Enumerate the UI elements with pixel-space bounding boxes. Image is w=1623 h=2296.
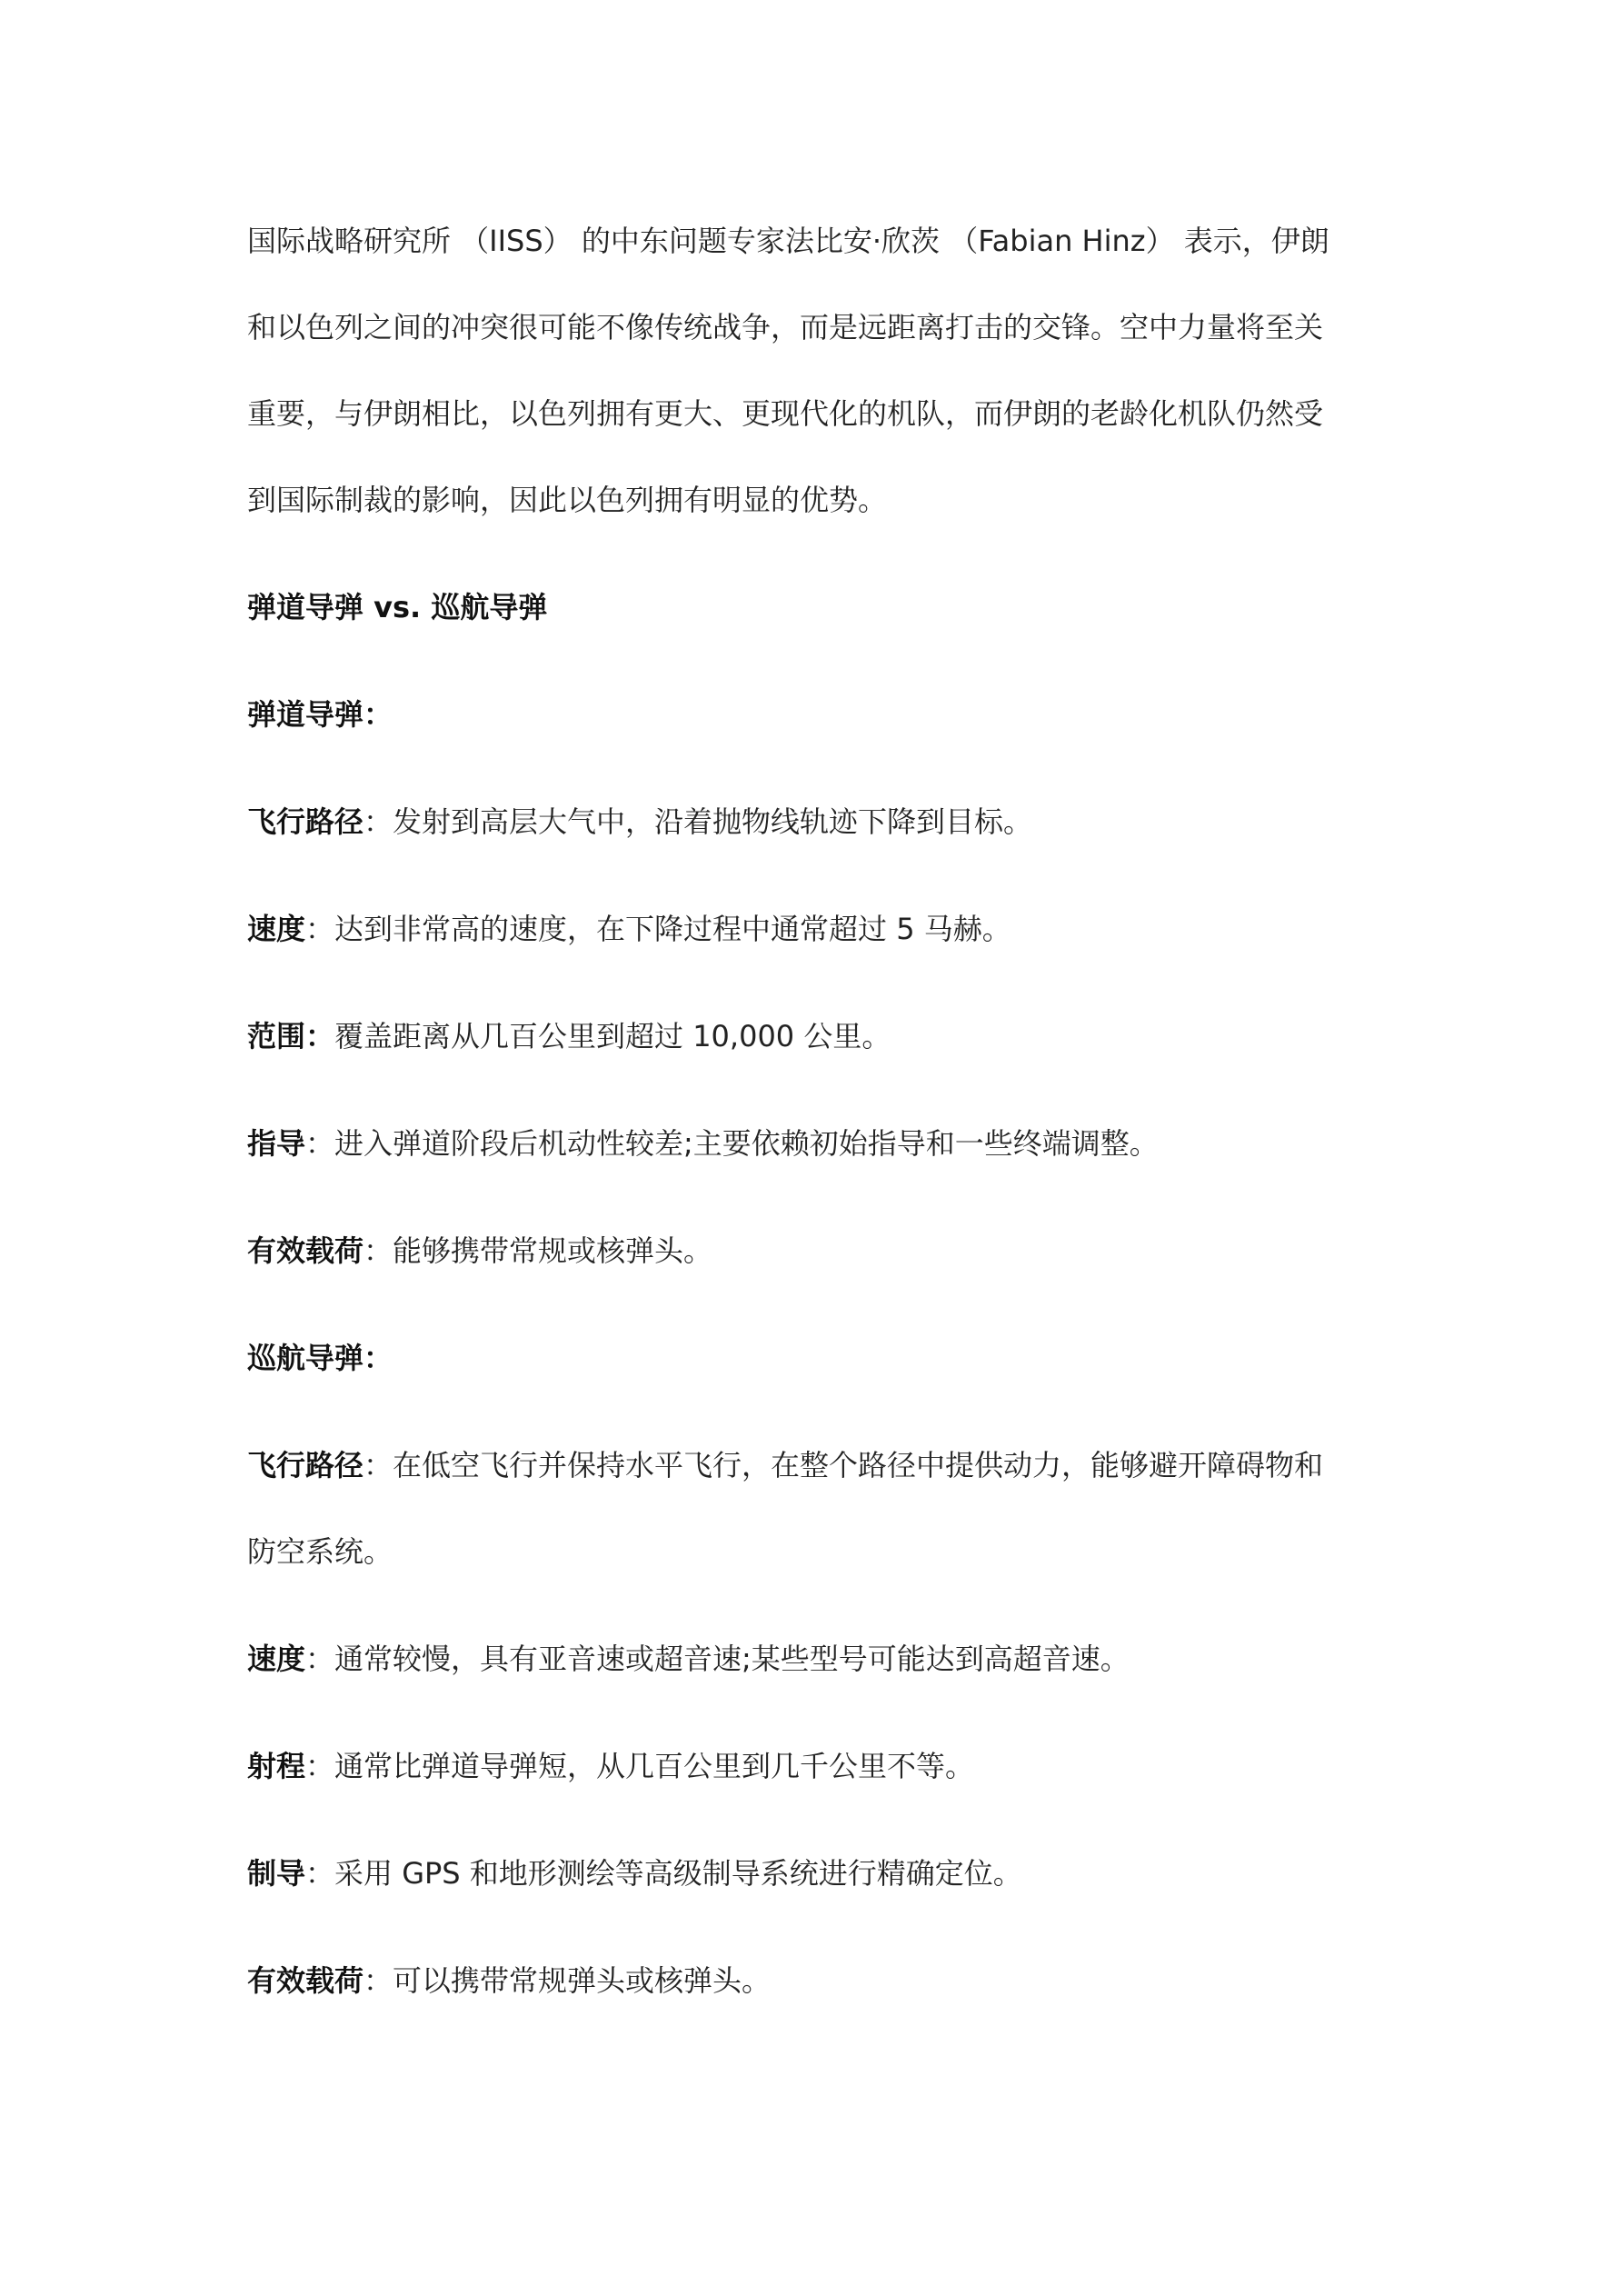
term-text: ：可以携带常规弹头或核弹头。 — [363, 1963, 772, 1998]
term-text: 覆盖距离从几百公里到超过 10,000 公里。 — [334, 1019, 891, 1053]
term-label: 速度 — [247, 1642, 306, 1676]
term-text: ：发射到高层大气中，沿着抛物线轨迹下降到目标。 — [363, 804, 1033, 839]
term-label: 制导 — [247, 1856, 306, 1891]
ballistic-item-guidance — [247, 1125, 1159, 1162]
term-text: ：进入弹道阶段后机动性较差;主要依赖初始指导和一些终端调整。 — [305, 1126, 1159, 1161]
term-label: 飞行路径 — [247, 1448, 364, 1482]
cruise-item-guidance — [247, 1855, 1022, 1892]
term-text: ：采用 GPS 和地形测绘等高级制导系统进行精确定位。 — [305, 1856, 1022, 1891]
ballistic-item-range — [247, 1018, 891, 1054]
term-label: 有效载荷 — [247, 1963, 364, 1998]
term-text: ：通常较慢，具有亚音速或超音速;某些型号可能达到高超音速。 — [305, 1642, 1130, 1676]
term-label: 有效载荷 — [247, 1233, 364, 1268]
intro-line-4: 到国际制裁的影响，因此以色列拥有明显的优势。 — [247, 483, 888, 517]
term-label: 范围： — [247, 1019, 335, 1053]
ballistic-item-flight-path — [247, 804, 1032, 840]
section-title: 弹道导弹 vs. 巡航导弹 — [247, 590, 548, 624]
term-text: ：通常比弹道导弹短，从几百公里到几千公里不等。 — [305, 1749, 975, 1783]
intro-line-1: 国际战略研究所 （IISS） 的中东问题专家法比安·欣茨 （Fabian Hinz） 表示，伊朗 — [247, 224, 1329, 258]
cruise-item-range — [247, 1748, 974, 1784]
ballistic-heading: 弹道导弹： — [247, 697, 393, 732]
ballistic-item-payload — [247, 1233, 712, 1269]
term-text: ：达到非常高的速度，在下降过程中通常超过 5 马赫。 — [305, 912, 1011, 946]
intro-line-3: 重要，与伊朗相比，以色列拥有更大、更现代化的机队，而伊朗的老龄化机队仍然受 — [247, 396, 1324, 431]
cruise-item-speed — [247, 1641, 1130, 1677]
term-text: ：在低空飞行并保持水平飞行，在整个路径中提供动力，能够避开障碍物和 — [363, 1448, 1324, 1482]
cruise-item-flight-path — [247, 1447, 1323, 1483]
term-label: 指导 — [247, 1126, 306, 1161]
term-label: 飞行路径 — [247, 804, 364, 839]
cruise-item-flight-path-continuation: 防空系统。 — [247, 1534, 393, 1569]
cruise-heading: 巡航导弹： — [247, 1341, 393, 1375]
ballistic-item-speed — [247, 911, 1011, 947]
term-label: 射程 — [247, 1749, 306, 1783]
term-label: 速度 — [247, 912, 306, 946]
cruise-item-payload — [247, 1962, 771, 1999]
term-text: ：能够携带常规或核弹头。 — [363, 1233, 713, 1268]
intro-line-2: 和以色列之间的冲突很可能不像传统战争，而是远距离打击的交锋。空中力量将至关 — [247, 310, 1324, 344]
